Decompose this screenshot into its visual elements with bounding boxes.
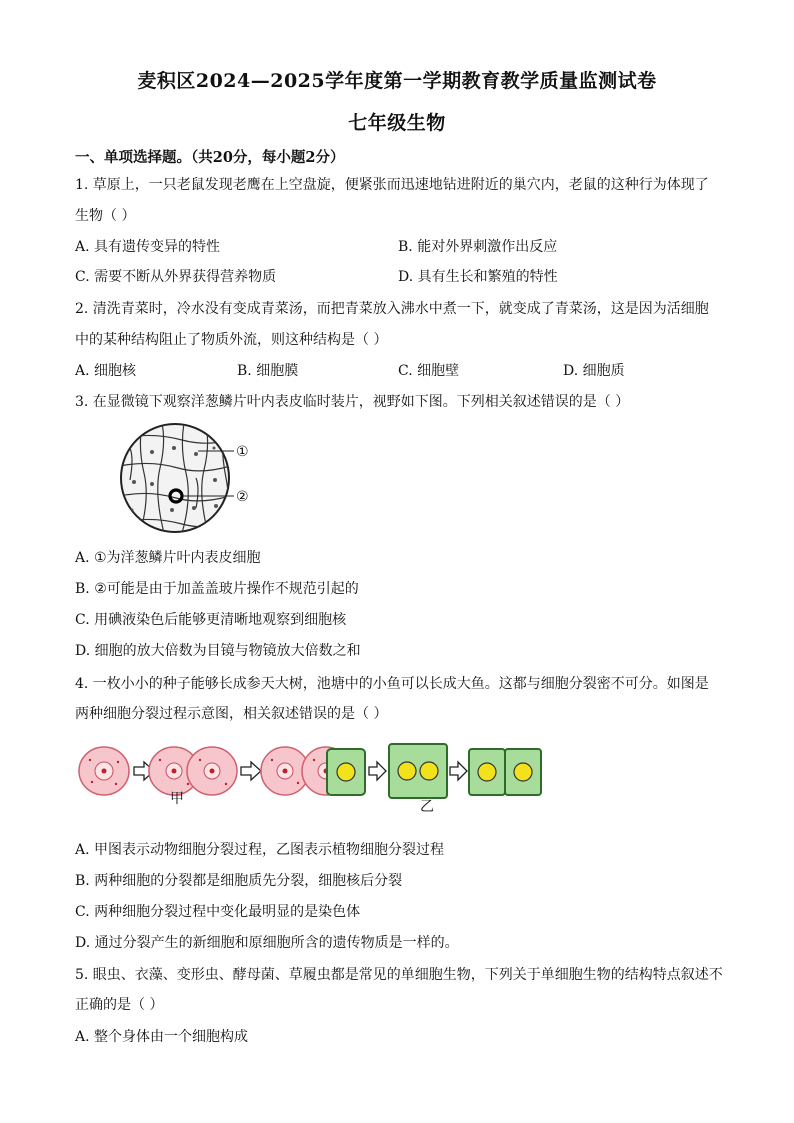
q1-stem-line2: 生物（ ）: [75, 208, 136, 224]
exam-subtitle: 七年级生物: [348, 112, 446, 134]
plant-cell-stage-1: [327, 749, 365, 795]
arrow-icon: [369, 762, 386, 780]
animal-cell-stage-1: [79, 747, 129, 795]
field-of-view-circle: [121, 424, 229, 532]
cell-division-diagram: [78, 738, 548, 820]
arrow-icon: [450, 762, 467, 780]
plant-cell-stage-2: [389, 744, 447, 798]
q1-option-d: D. 具有生长和繁殖的特性: [398, 269, 558, 285]
q1-stem-line1: 1. 草原上，一只老鼠发现老鹰在上空盘旋，便紧张而迅速地钻进附近的巢穴内，老鼠的这种行为体现了: [75, 177, 709, 193]
label-1: ①: [236, 444, 249, 460]
q4-stem-line1: 4. 一枚小小的种子能够长成参天大树，池塘中的小鱼可以长成大鱼。这都与细胞分裂密不可分。如图是: [75, 676, 709, 692]
q5-stem-line1: 5. 眼虫、衣藻、变形虫、酵母菌、草履虫都是常见的单细胞生物，下列关于单细胞生物的结构特点叙述不: [75, 967, 723, 983]
q4-option-b: B. 两种细胞的分裂都是细胞质先分裂，细胞核后分裂: [75, 873, 403, 889]
onion-epidermis-micrograph: [112, 418, 282, 538]
q4-option-a: A. 甲图表示动物细胞分裂过程，乙图表示植物细胞分裂过程: [75, 842, 445, 858]
q1-option-c: C. 需要不断从外界获得营养物质: [75, 269, 277, 285]
q4-option-d: D. 通过分裂产生的新细胞和原细胞所含的遗传物质是一样的。: [75, 935, 459, 951]
q5-option-a: A. 整个身体由一个细胞构成: [75, 1029, 249, 1045]
q2-option-a: A. 细胞核: [75, 363, 137, 379]
label-2: ②: [236, 489, 249, 505]
q3-option-d: D. 细胞的放大倍数为目镜与物镜放大倍数之和: [75, 643, 361, 659]
q5-stem-line2: 正确的是（ ）: [75, 997, 164, 1013]
q2-option-b: B. 细胞膜: [237, 363, 299, 379]
q1-option-b: B. 能对外界刺激作出反应: [398, 239, 558, 255]
q2-stem-line1: 2. 清洗青菜时，冷水没有变成青菜汤，而把青菜放入沸水中煮一下，就变成了青菜汤，这是因为活细胞: [75, 301, 709, 317]
q3-option-b: B. ②可能是由于加盖盖玻片操作不规范引起的: [75, 581, 359, 597]
plant-cell-stage-3: [469, 749, 541, 795]
q3-stem-line1: 3. 在显微镜下观察洋葱鳞片叶内表皮临时装片，视野如下图。下列相关叙述错误的是（ ）: [75, 394, 630, 410]
q4-stem-line2: 两种细胞分裂过程示意图，相关叙述错误的是（ ）: [75, 706, 388, 722]
section-heading: 一、单项选择题。（共20分，每小题2分）: [75, 149, 345, 166]
q2-option-c: C. 细胞壁: [398, 363, 460, 379]
q3-option-a: A. ①为洋葱鳞片叶内表皮细胞: [75, 550, 261, 566]
q3-option-c: C. 用碘液染色后能够更清晰地观察到细胞核: [75, 612, 347, 628]
q4-option-c: C. 两种细胞分裂过程中变化最明显的是染色体: [75, 904, 361, 920]
animal-cell-stage-2: [149, 747, 237, 795]
q2-option-d: D. 细胞质: [563, 363, 625, 379]
exam-title: 麦积区2024—2025学年度第一学期教育教学质量监测试卷: [137, 70, 657, 92]
label-yi: 乙: [420, 799, 434, 815]
label-jia: 甲: [170, 791, 184, 807]
q2-stem-line2: 中的某种结构阻止了物质外流，则这种结构是（ ）: [75, 332, 388, 348]
q1-option-a: A. 具有遗传变异的特性: [75, 239, 221, 255]
arrow-icon: [241, 762, 261, 780]
